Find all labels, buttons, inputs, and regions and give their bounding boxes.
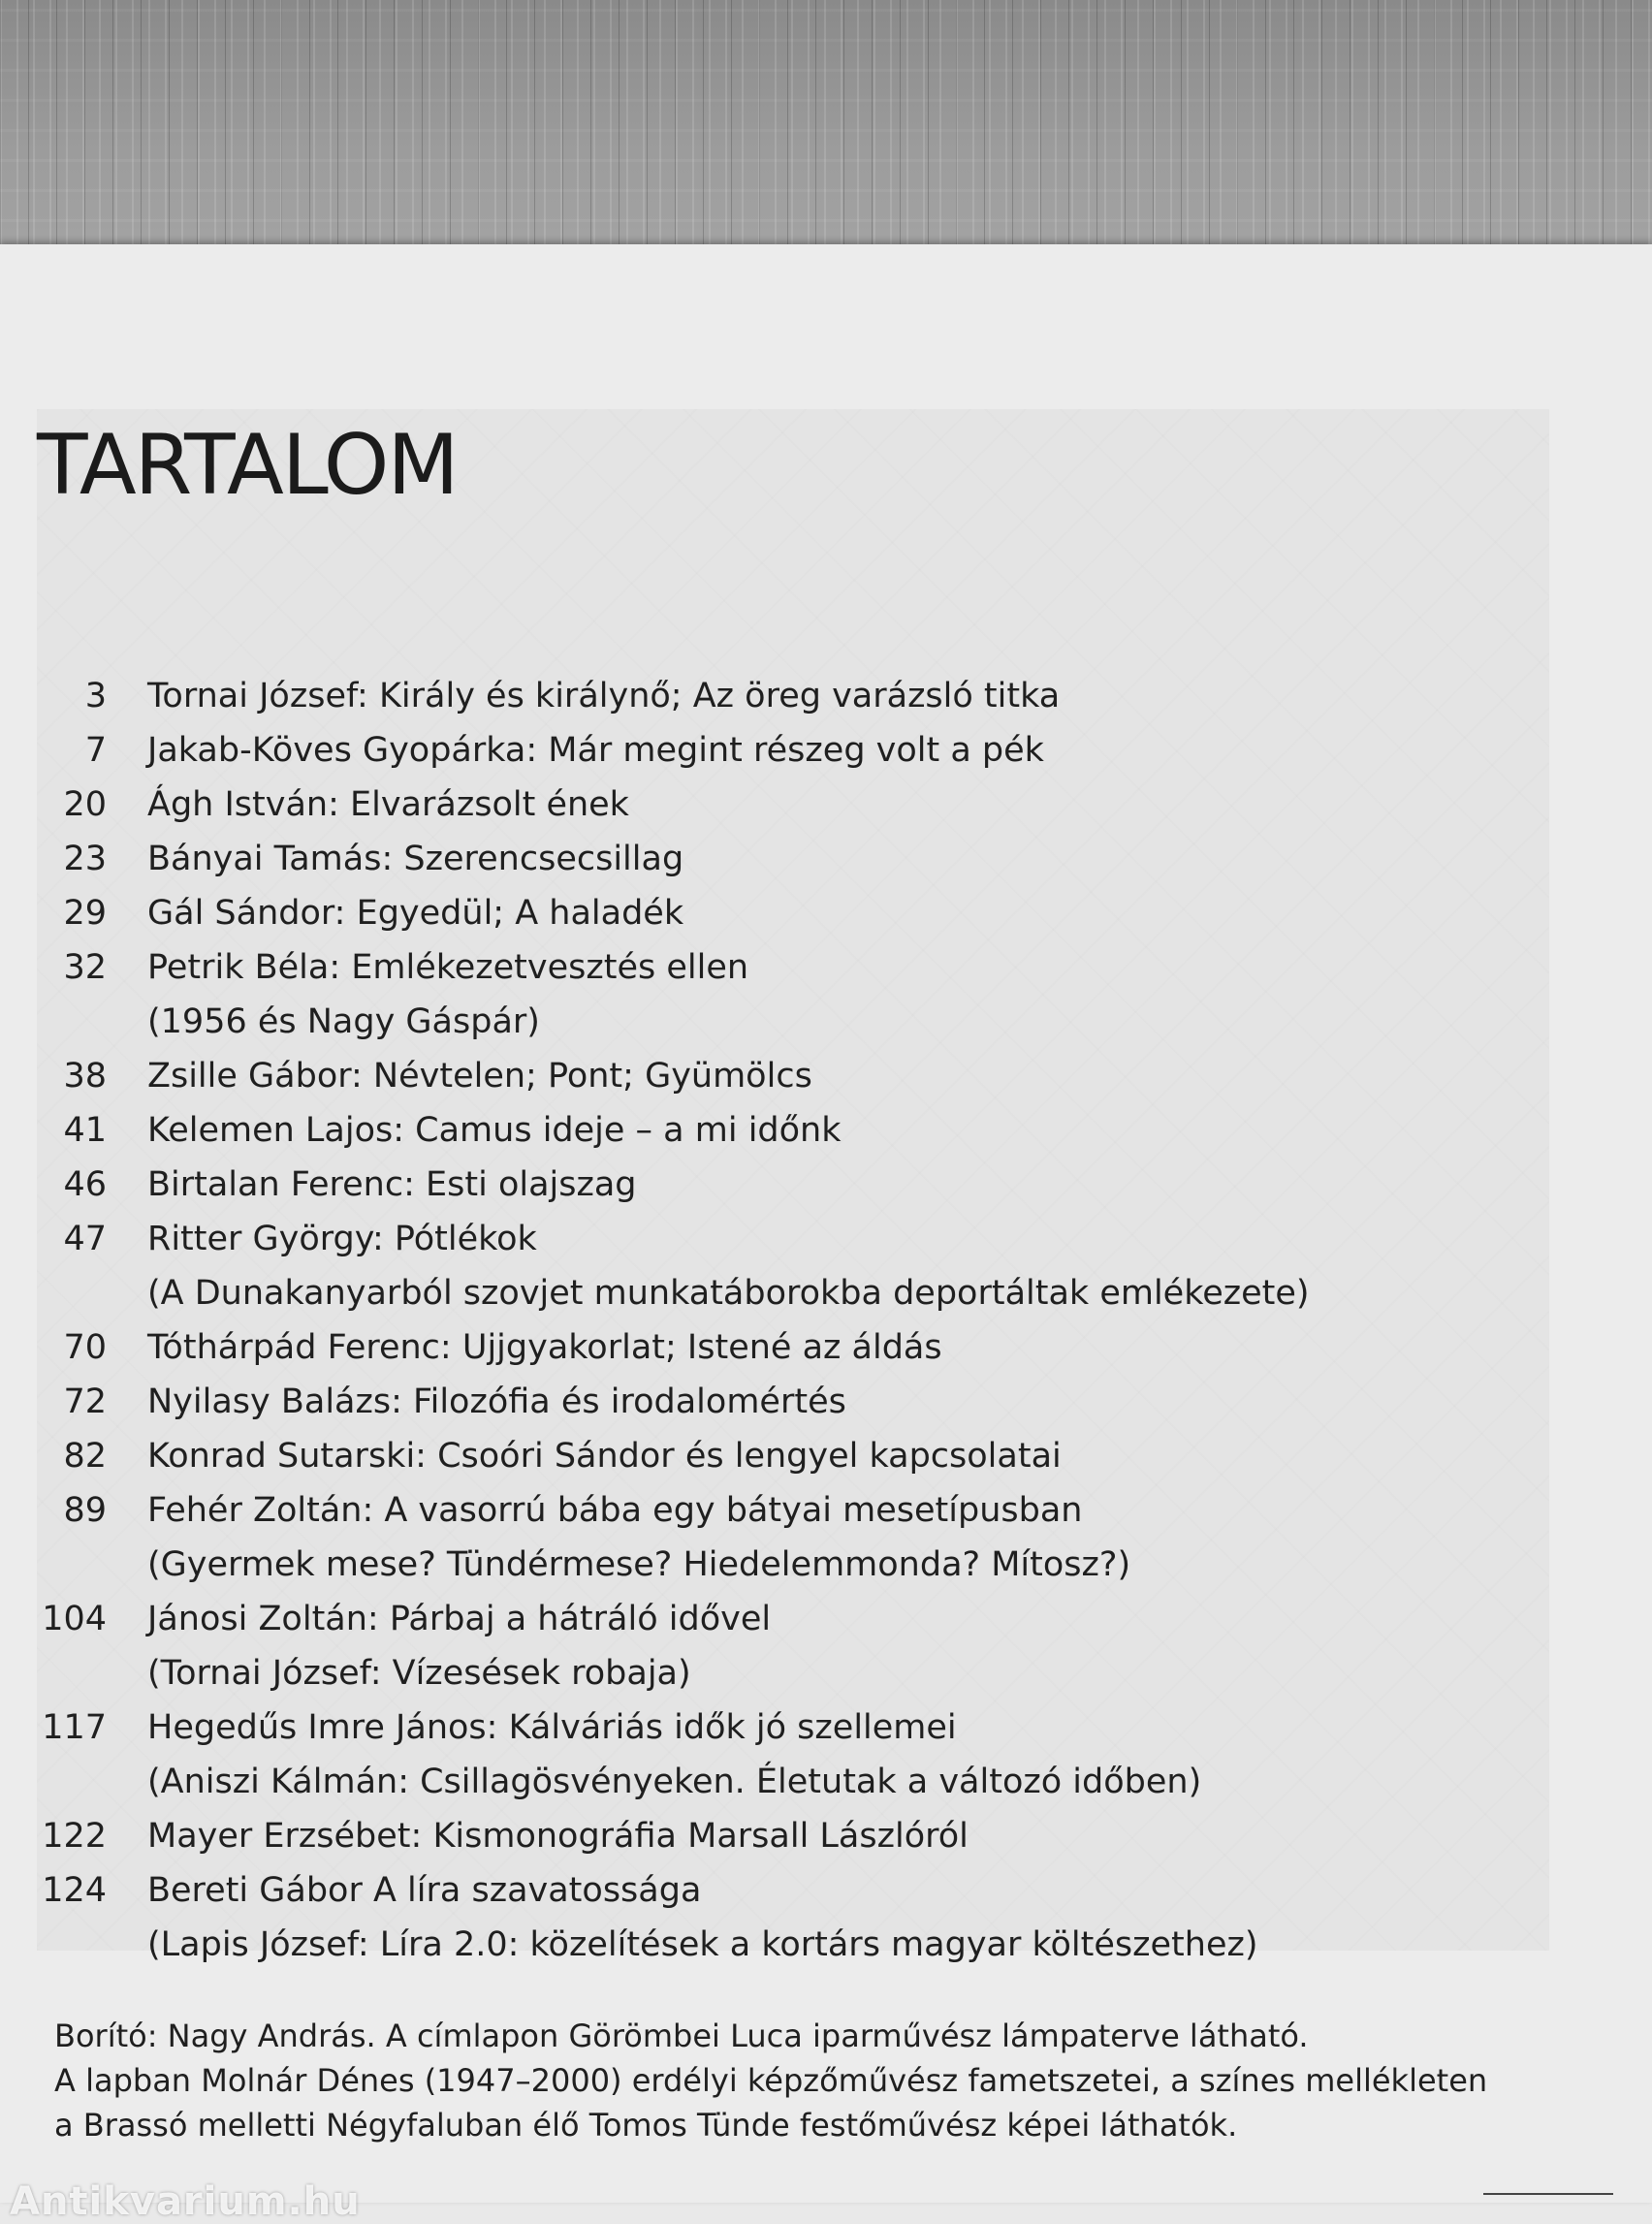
- background-surface: [0, 0, 1652, 252]
- toc-page-number: 7: [84, 731, 107, 770]
- credits-line: Borító: Nagy András. A címlapon Görömbei Luca iparművész lámpaterve látható.: [54, 2017, 1309, 2054]
- toc-entry: [37, 1483, 1588, 1592]
- document-page: [0, 244, 1652, 2224]
- toc-entry: [37, 1158, 1588, 1212]
- toc-entry: [37, 1212, 1588, 1320]
- toc-entry-subtitle: (Gyermek mese? Tündérmese? Hiedelemmonda? Mítosz?): [147, 1545, 1131, 1584]
- toc-page-number: 46: [63, 1165, 107, 1204]
- toc-entry: [37, 1592, 1588, 1700]
- toc-entry-title: Gál Sándor: Egyedül; A haladék: [147, 894, 684, 933]
- toc-entry: [37, 1700, 1588, 1809]
- toc-entry-title: Zsille Gábor: Névtelen; Pont; Gyümölcs: [147, 1057, 812, 1096]
- toc-entry-title: Hegedűs Imre János: Kálváriás idők jó szellemei: [147, 1708, 957, 1747]
- toc-page-number: 20: [63, 785, 107, 824]
- toc-entry-subtitle: (Aniszi Kálmán: Csillagösvényeken. Életutak a változó időben): [147, 1763, 1202, 1801]
- toc-page-number: 38: [63, 1057, 107, 1096]
- toc-entry-title: Jánosi Zoltán: Párbaj a hátráló idővel: [147, 1600, 772, 1638]
- toc-entry: [37, 832, 1588, 886]
- toc-entry-subtitle: (1956 és Nagy Gáspár): [147, 1002, 540, 1041]
- toc-page-number: 70: [63, 1328, 107, 1367]
- toc-page-number: 122: [42, 1817, 107, 1856]
- table-of-contents: [37, 669, 1588, 1972]
- toc-entry: [37, 1049, 1588, 1103]
- toc-entry-title: Kelemen Lajos: Camus ideje – a mi időnk: [147, 1111, 842, 1150]
- toc-entry-title: Petrik Béla: Emlékezetvesztés ellen: [147, 948, 749, 987]
- toc-entry-title: Nyilasy Balázs: Filozófia és irodalomértés: [147, 1382, 846, 1421]
- toc-entry-subtitle: (Lapis József: Líra 2.0: közelítések a kortárs magyar költészethez): [147, 1925, 1258, 1964]
- toc-entry-title: Fehér Zoltán: A vasorrú bába egy bátyai mesetípusban: [147, 1491, 1083, 1530]
- toc-page-number: 89: [63, 1491, 107, 1530]
- toc-entry-title: Bányai Tamás: Szerencsecsillag: [147, 840, 684, 878]
- toc-entry-title: Birtalan Ferenc: Esti olajszag: [147, 1165, 637, 1204]
- toc-entry: [37, 1809, 1588, 1863]
- credits-footer: [54, 2014, 1547, 2147]
- toc-entry: [37, 1320, 1588, 1375]
- toc-entry: [37, 778, 1588, 832]
- toc-entry: [37, 940, 1588, 1049]
- toc-entry-title: Mayer Erzsébet: Kismonográfia Marsall Lászlóról: [147, 1817, 969, 1856]
- toc-page-number: 41: [63, 1111, 107, 1150]
- toc-entry-subtitle: (A Dunakanyarból szovjet munkatáborokba deportáltak emlékezete): [147, 1274, 1310, 1313]
- toc-entry-title: Jakab-Köves Gyopárka: Már megint részeg volt a pék: [147, 731, 1044, 770]
- toc-page-number: 72: [63, 1382, 107, 1421]
- toc-entry-title: Konrad Sutarski: Csoóri Sándor és lengyel kapcsolatai: [147, 1437, 1062, 1476]
- toc-page-number: 117: [42, 1708, 107, 1747]
- toc-page-number: 104: [42, 1600, 107, 1638]
- credits-line: A lapban Molnár Dénes (1947–2000) erdélyi képzőművész fametszetei, a színes mellékleten: [54, 2062, 1488, 2099]
- toc-entry: [37, 1375, 1588, 1429]
- toc-page-number: 82: [63, 1437, 107, 1476]
- toc-page-number: 29: [63, 894, 107, 933]
- watermark: Antikvarium.hu: [10, 2179, 361, 2224]
- toc-entry-subtitle: (Tornai József: Vízesések robaja): [147, 1654, 691, 1693]
- credits-line: a Brassó melletti Négyfaluban élő Tomos Tünde festőművész képei láthatók.: [54, 2107, 1238, 2144]
- toc-entry: [37, 1103, 1588, 1158]
- toc-entry-title: Ritter György: Pótlékok: [147, 1220, 537, 1258]
- toc-page-number: 47: [63, 1220, 107, 1258]
- bottom-rule: [1483, 2193, 1613, 2195]
- toc-page-number: 23: [63, 840, 107, 878]
- toc-entry-title: Bereti Gábor A líra szavatossága: [147, 1871, 702, 1910]
- toc-entry: [37, 669, 1588, 723]
- toc-entry-title: Tornai József: Király és királynő; Az öreg varázsló titka: [147, 677, 1061, 715]
- toc-page-number: 124: [42, 1871, 107, 1910]
- toc-entry-title: Tóthárpád Ferenc: Ujjgyakorlat; Istené az áldás: [147, 1328, 942, 1367]
- toc-entry: [37, 886, 1588, 940]
- toc-entry: [37, 723, 1588, 778]
- toc-page-number: 3: [84, 677, 107, 715]
- toc-entry-title: Ágh István: Elvarázsolt ének: [147, 785, 629, 824]
- page-title: TARTALOM: [37, 417, 458, 514]
- toc-entry: [37, 1863, 1588, 1972]
- toc-page-number: 32: [63, 948, 107, 987]
- toc-entry: [37, 1429, 1588, 1483]
